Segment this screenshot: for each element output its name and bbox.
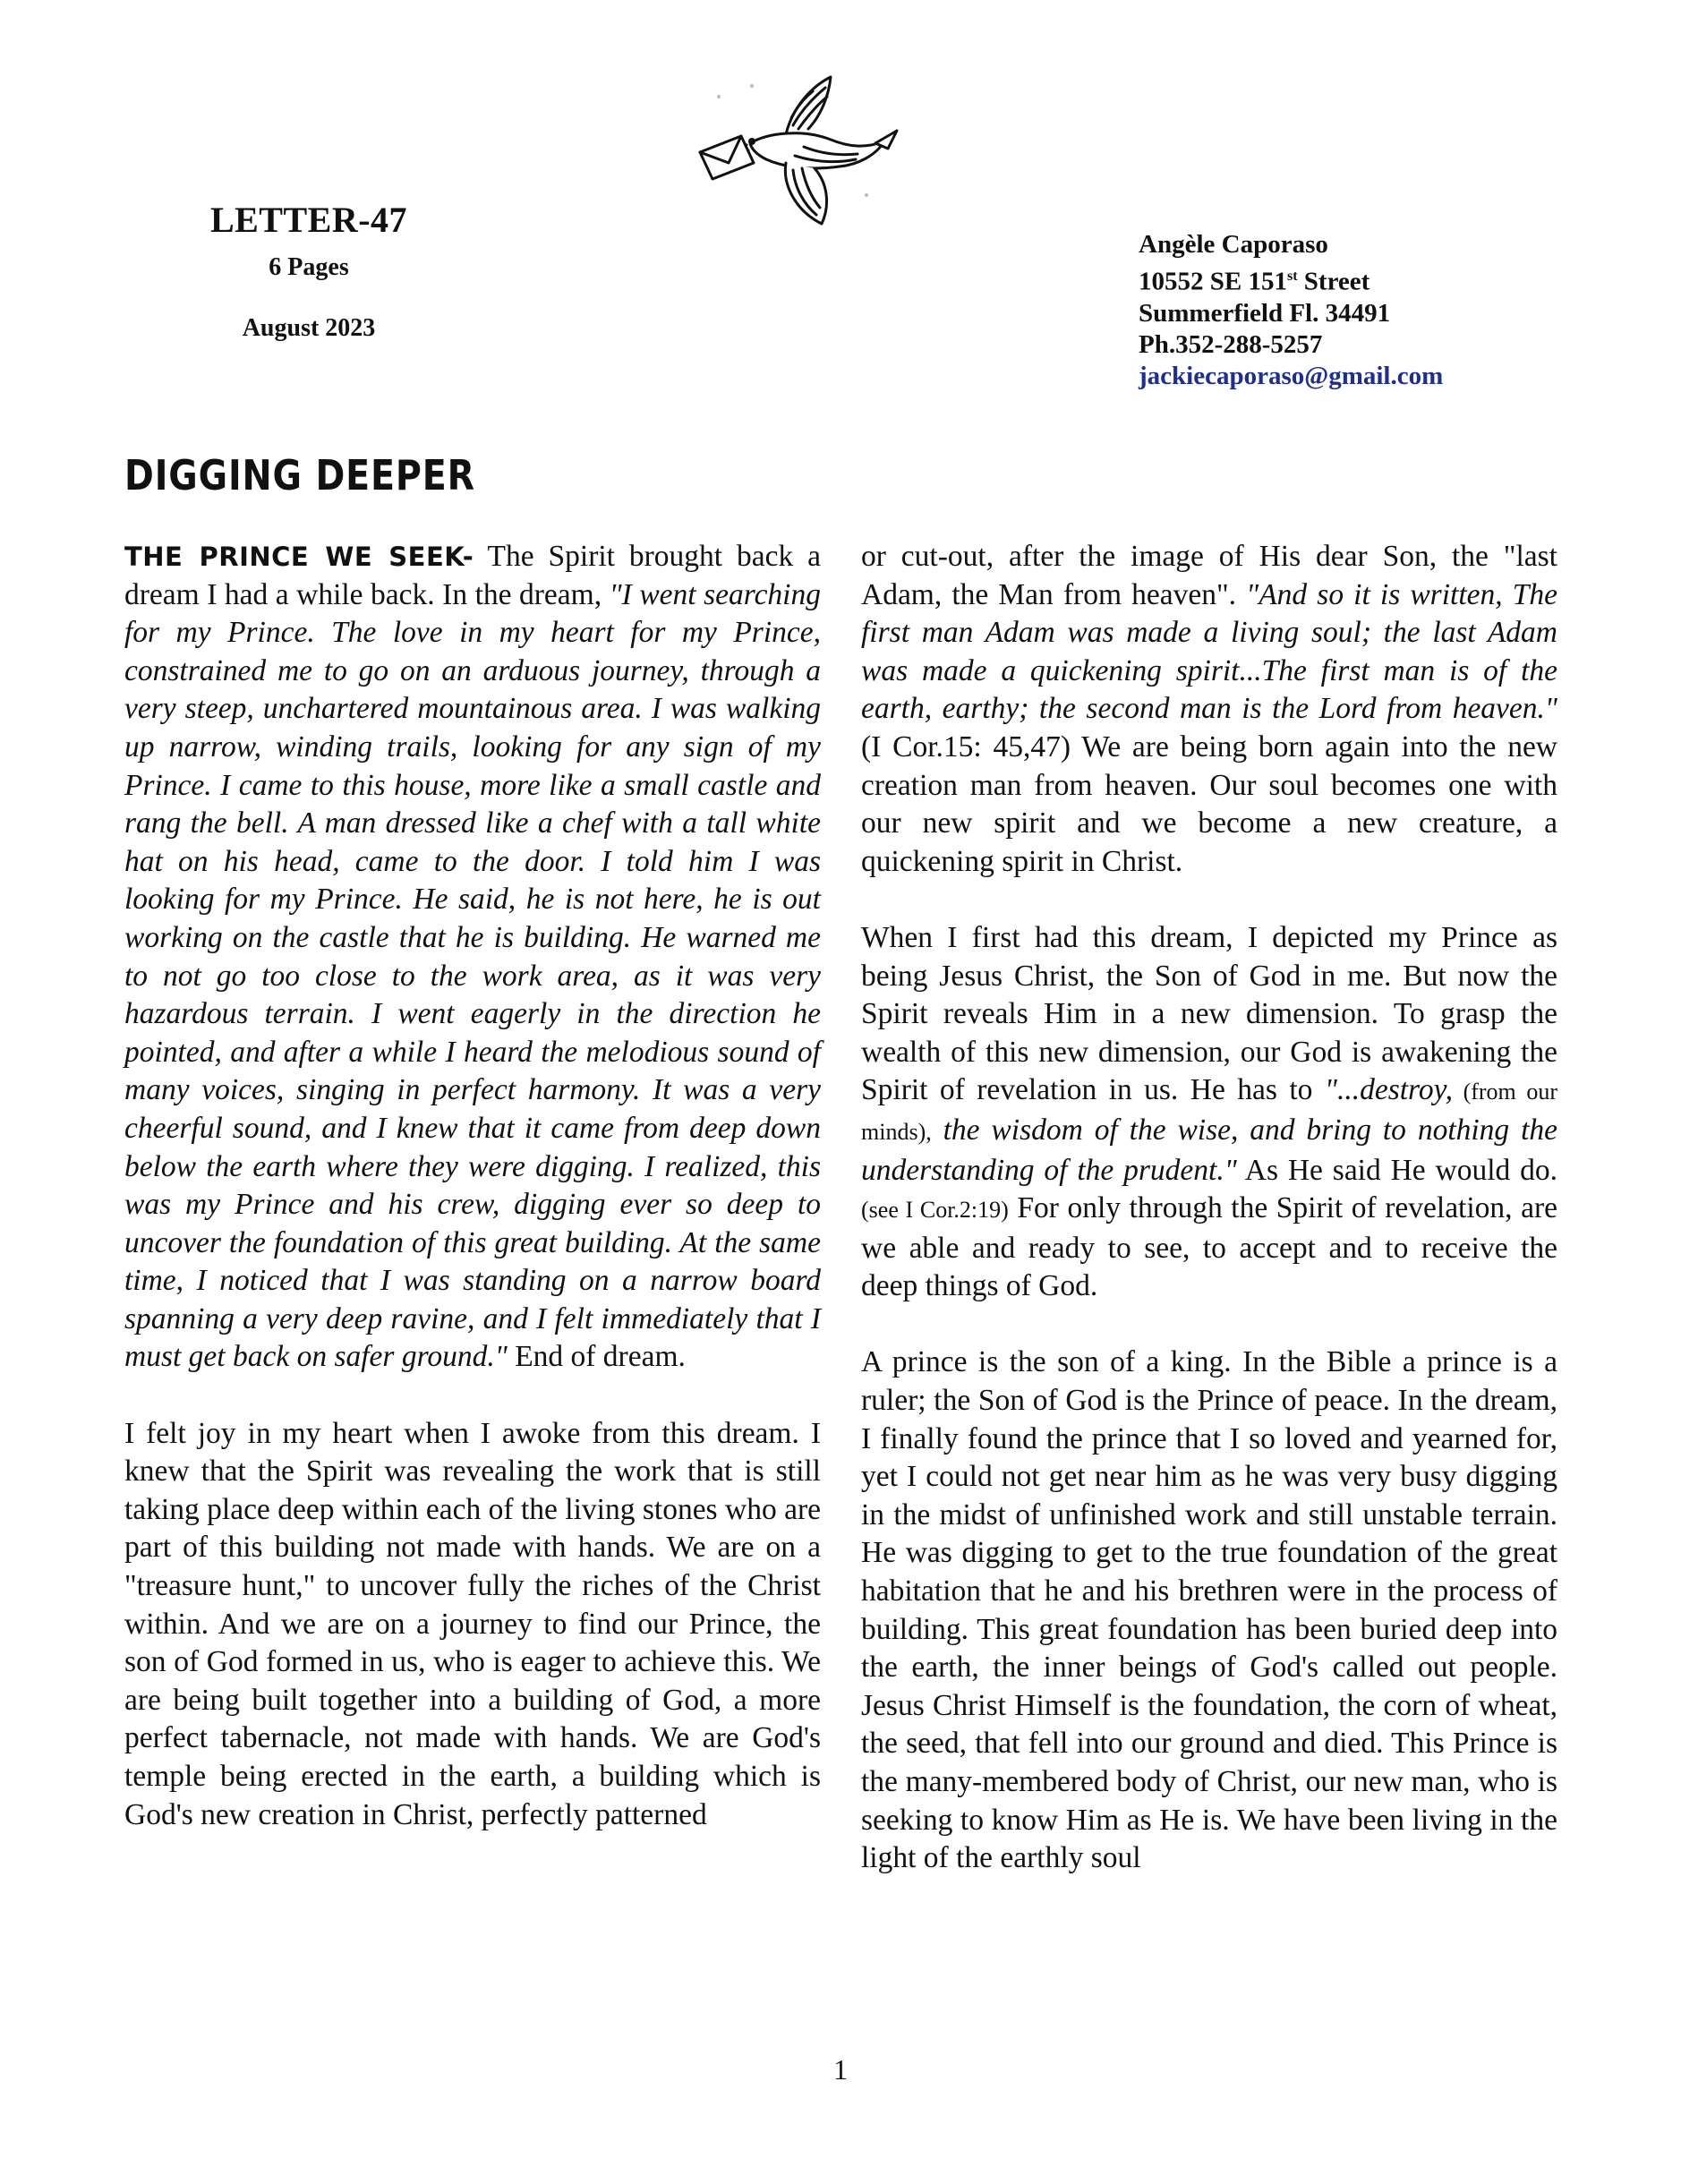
paragraph-text: When I first had this dream, I depicted my Prince as being Jesus Christ, the Son of God in me. But now the Spirit reveals Him in a new dimension. To grasp the wealth of this new dimension, our God is awakening the Spirit of revelation in us. He has to — [861, 920, 1557, 1107]
dream-intro: The Spirit brought back a dream I had a while back. In the dream, — [124, 540, 821, 611]
section-heading: THE PRINCE WE SEEK- — [124, 542, 474, 572]
letter-date: August 2023 — [242, 314, 376, 342]
letter-number: LETTER-47 — [209, 200, 408, 240]
right-column — [861, 538, 1557, 1878]
scripture-quote: the wisdom of the wise, and bring to nothing the understanding of the prudent." — [861, 1113, 1557, 1187]
dove-with-letter-icon — [696, 70, 899, 231]
left-column — [124, 538, 821, 1834]
sender-email[interactable]: jackiecaporaso@gmail.com — [1139, 361, 1444, 390]
sender-street — [1139, 260, 1443, 298]
parenthetical: (from our minds), — [861, 1079, 1558, 1145]
letter-info — [170, 199, 448, 343]
paragraph-text: For only through the Spirit of revelation, are we able and ready to see, to accept and to receive the deep things of God. — [861, 1191, 1557, 1303]
paragraph-text: As He said He would do. — [1236, 1153, 1557, 1187]
street-number: 10552 SE 151 — [1139, 267, 1287, 296]
paragraph-dream — [124, 538, 821, 1377]
paragraph-revelation — [861, 919, 1557, 1306]
scripture-quote: "And so it is written, The first man Adam was made a living soul; the last Adam was made a quickening spirit...The first man is of the earth, earthy; the second man is the Lord from heaven." — [861, 577, 1557, 726]
street-name: Street — [1297, 267, 1370, 296]
paragraph-prince: A prince is the son of a king. In the Bible a prince is a ruler; the Son of God is the Prince of peace. In the dream, I finally found the prince that I so loved and yearned for, yet I could not get near him as he was very busy digging in the midst of unfinished work and still unstable terrain. He was digging to get to the true foundation of the great habitation that he and his brethren were in the process of building. This great foundation has been buried deep into the earth, the inner beings of God's called out people. Jesus Christ Himself is the foundation, the corn of wheat, the seed, that fell into our ground and died. This Prince is the many-membered body of Christ, our new man, who is seeking to know Him as He is. We have been living in the light of the earthly soul — [861, 1345, 1557, 1875]
scripture-reference: (see I Cor.2:19) — [861, 1197, 1009, 1224]
street-suffix: st — [1286, 269, 1298, 284]
paragraph-joy: I felt joy in my heart when I awoke from this dream. I knew that the Spirit was revealing the work that is still taking place deep within each of the living stones who are part of this building not made with hands. We are on a "treasure hunt," to uncover fully the riches of the Christ within. And we are on a journey to find our Prince, the son of God formed in us, who is eager to achieve this. We are being built together into a building of God, a more perfect tabernacle, not made with hands. We are God's temple being erected in the earth, a building which is God's new creation in Christ, perfectly patterned — [124, 1416, 821, 1831]
paragraph-text: or cut-out, after the image of His dear Son, the "last Adam, the Man from heaven". — [861, 540, 1557, 611]
dream-outro: End of dream. — [507, 1340, 686, 1374]
sender-address — [1139, 229, 1443, 392]
sender-city: Summerfield Fl. 34491 — [1139, 298, 1391, 328]
sender-name: Angèle Caporaso — [1139, 230, 1328, 259]
page-number: 1 — [833, 2053, 848, 2086]
paragraph-text: (I Cor.15: 45,47) We are being born again into the new creation man from heaven. Our soul becomes one with our new spirit and we become a new creature, a quickening spirit in Christ. — [861, 729, 1557, 878]
document-title: DIGGING DEEPER — [124, 451, 475, 499]
paragraph-image — [861, 538, 1557, 881]
page-count: 6 Pages — [269, 253, 349, 281]
scripture-quote: "...destroy, — [1324, 1073, 1453, 1107]
sender-phone: Ph.352-288-5257 — [1139, 329, 1323, 359]
dream-quote: "I went searching for my Prince. The love in my heart for my Prince, constrained me to go on an arduous journey, through a very steep, unchartered mountainous area. I was walking up narrow, winding trails, looking for any sign of my Prince. I came to this house, more like a small castle and rang the bell. A man dressed like a chef with a tall white hat on his head, came to the door. I told him I was looking for my Prince. He said, he is not here, he is out working on the castle that he is building. He warned me to not go too close to the work area, as it was very hazardous terrain. I went eagerly in the direction he pointed, and after a while I heard the melodious sound of many voices, singing in perfect harmony. It was a very cheerful sound, and I knew that it came from deep down below the earth where they were digging. I realized, this was my Prince and his crew, digging ever so deep to uncover the foundation of this great building. At the same time, I noticed that I was standing on a narrow board spanning a very deep ravine, and I felt immediately that I must get back on safer ground." — [124, 577, 821, 1374]
